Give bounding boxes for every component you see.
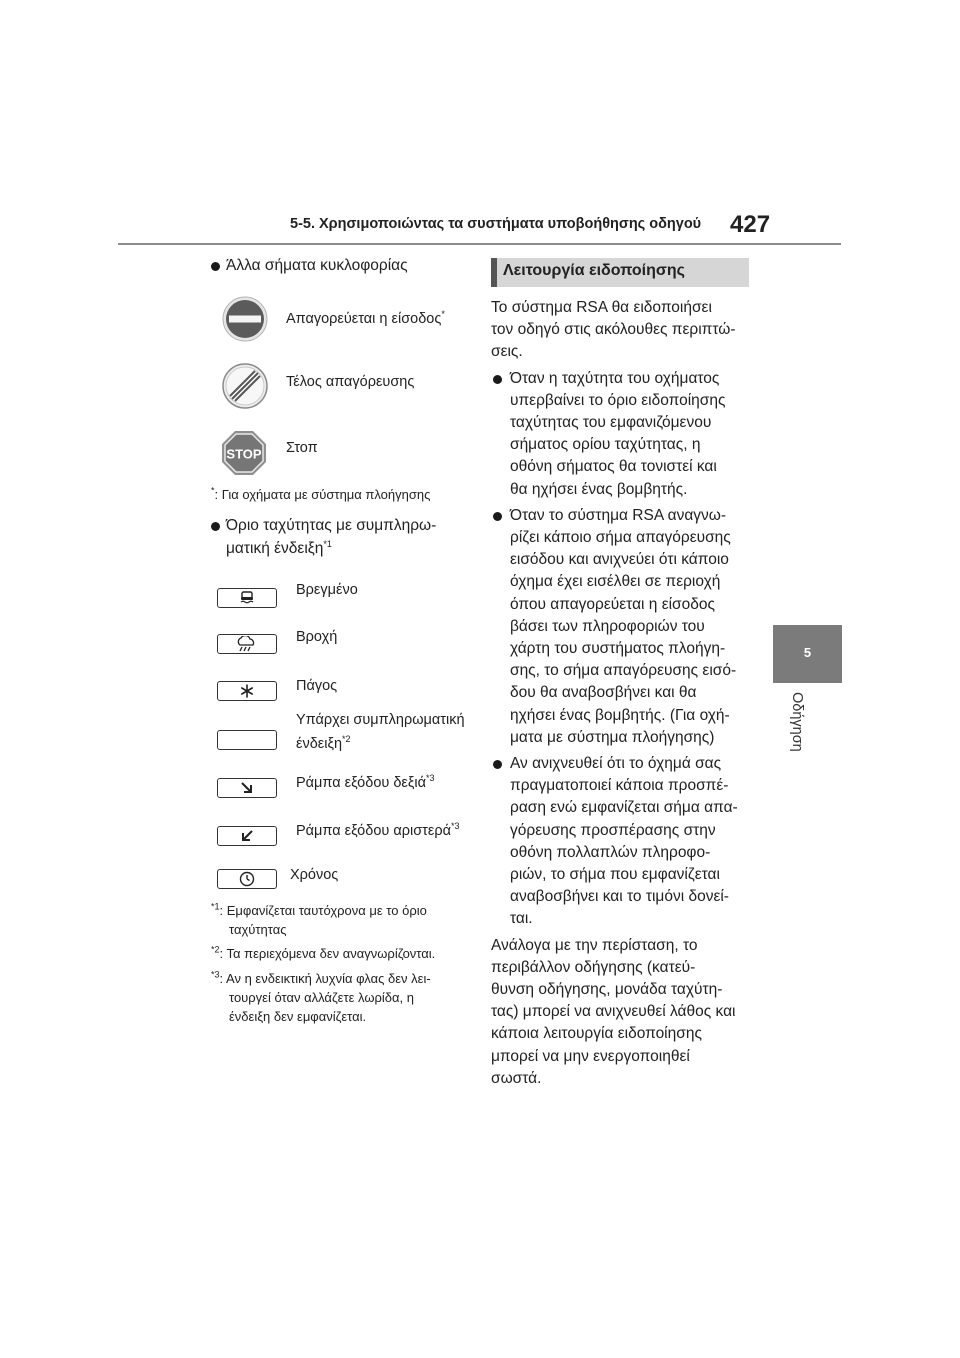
sign-label-end-restriction: Τέλος απαγόρευσης bbox=[286, 374, 415, 390]
bullet bbox=[493, 512, 502, 521]
rain-panel bbox=[217, 634, 277, 654]
wet-road-icon bbox=[239, 591, 255, 605]
closing-line: σωστά. bbox=[491, 1069, 542, 1087]
closing-line: κάποια λειτουργία ειδοποίησης bbox=[491, 1025, 702, 1043]
panel-label-rain: Βροχή bbox=[296, 629, 338, 645]
footnote-3-line1: $^{*3}$: Αν η ενδεικτική λυχνία φλας δεν λει- bbox=[211, 969, 431, 986]
bullet-line: οθόνη πολλαπλών πληροφο- bbox=[510, 843, 711, 861]
bullet-line: Όταν η ταχύτητα του οχήματος bbox=[510, 369, 720, 387]
arrow-down-right-icon bbox=[239, 781, 255, 795]
footnote-3-line3: ένδειξη δεν εμφανίζεται. bbox=[229, 1009, 367, 1024]
no-entry-sign-icon bbox=[222, 296, 268, 342]
bullet-line: σης, το σήμα απαγόρευσης εισό- bbox=[510, 662, 737, 680]
bullet bbox=[211, 522, 220, 531]
panel-label-exit-right: Ράμπα εξόδου δεξιά$^{*3}$ bbox=[296, 773, 435, 791]
wet-road-panel bbox=[217, 588, 277, 608]
panel-label-wet: Βρεγμένο bbox=[296, 582, 358, 598]
end-of-restriction-sign-icon bbox=[222, 363, 268, 409]
other-signs-heading: Άλλα σήματα κυκλοφορίας bbox=[226, 257, 408, 274]
bullet-line: βάσει των πληροφοριών του bbox=[510, 617, 705, 635]
bullet-line: Αν ανιχνευθεί ότι το όχημά σας bbox=[510, 755, 722, 772]
header-rule bbox=[118, 243, 841, 245]
closing-line: τας) μπορεί να ανιχνευθεί λάθος και bbox=[491, 1003, 736, 1021]
intro-line: σεις. bbox=[491, 343, 523, 361]
exit-right-panel bbox=[217, 778, 277, 798]
bullet bbox=[493, 375, 502, 384]
speed-heading-line1: Όριο ταχύτητας με συμπληρω- bbox=[226, 517, 437, 534]
section-header-bar bbox=[491, 258, 497, 287]
closing-line: περιβάλλον οδήγησης (κατεύ- bbox=[491, 958, 696, 976]
bullet-line: εισόδου και ανιχνεύει ότι κάποιο bbox=[510, 551, 729, 569]
speed-heading-line2: ματική ένδειξη$^{*1}$ bbox=[226, 538, 332, 557]
bullet-line: ρίζει κάποιο σήμα απαγόρευσης bbox=[510, 529, 731, 546]
chapter-tab-label: Οδήγηση bbox=[789, 692, 805, 752]
panel-label-supplementary-line2: ένδειξη$^{*2}$ bbox=[296, 734, 351, 752]
footnote-1-line2: ταχύτητας bbox=[229, 922, 287, 937]
clock-icon bbox=[239, 871, 255, 887]
panel-label-supplementary-line1: Υπάρχει συμπληρωματική bbox=[296, 712, 465, 728]
time-panel bbox=[217, 869, 277, 889]
closing-line: Ανάλογα με την περίσταση, το bbox=[491, 936, 698, 954]
closing-line: μπορεί να μην ενεργοποιηθεί bbox=[491, 1047, 690, 1065]
bullet-line: Όταν το σύστημα RSA αναγνω- bbox=[510, 506, 727, 524]
bullet-line: αναβοσβήνει και το τιμόνι δονεί- bbox=[510, 888, 729, 906]
bullet-line: πραγματοποιεί κάποια προσπέ- bbox=[510, 777, 729, 795]
bullet-line: ηχήσει ένας βομβητής. (Για οχή- bbox=[510, 706, 730, 724]
bullet bbox=[211, 262, 220, 271]
sign-footnote: *: Για οχήματα με σύστημα πλοήγησης bbox=[211, 485, 431, 502]
chapter-title: 5-5. Χρησιμοποιώντας τα συστήματα υποβοήθησης οδηγού bbox=[290, 216, 702, 232]
bullet-line: ματα με σύστημα πλοήγησης) bbox=[510, 728, 715, 746]
blank-panel bbox=[217, 730, 277, 750]
bullet-line: γόρευσης προσπέρασης στην bbox=[510, 821, 716, 839]
bullet-line: δου θα αναβοσβήνει και θα bbox=[510, 684, 697, 702]
snowflake-icon bbox=[240, 684, 254, 698]
svg-text:STOP: STOP bbox=[226, 446, 262, 462]
bullet bbox=[493, 760, 502, 769]
intro-line: Το σύστημα RSA θα ειδοποιήσει bbox=[491, 299, 712, 316]
sign-label-stop: Στοπ bbox=[286, 440, 318, 456]
bullet-line: όχημα έχει εισέλθει σε περιοχή bbox=[510, 573, 721, 591]
panel-label-time: Χρόνος bbox=[290, 867, 339, 883]
sign-label-no-entry: Απαγορεύεται η είσοδος* bbox=[286, 309, 445, 327]
chapter-tab-label-wrap bbox=[783, 692, 813, 772]
bullet-line: ραση ενώ εμφανίζεται σήμα απα- bbox=[510, 799, 738, 817]
ice-panel bbox=[217, 681, 277, 701]
page-number: 427 bbox=[730, 211, 771, 238]
footnote-3-line2: τουργεί όταν αλλάζετε λωρίδα, η bbox=[229, 990, 414, 1005]
footnote-1-line1: $^{*1}$: Εμφανίζεται ταυτόχρονα με το όριο bbox=[211, 901, 427, 918]
panel-label-ice: Πάγος bbox=[296, 678, 338, 694]
stop-sign-icon bbox=[221, 430, 267, 476]
exit-left-panel bbox=[217, 826, 277, 846]
bullet-line: ριών, το σήμα που εμφανίζεται bbox=[510, 866, 720, 883]
bullet-line: υπερβαίνει το όριο ειδοποίησης bbox=[510, 391, 726, 409]
bullet-line: όπου απαγορεύεται η είσοδος bbox=[510, 595, 715, 613]
bullet-line: χάρτη του συστήματος πλοήγη- bbox=[510, 640, 726, 657]
intro-line: τον οδηγό στις ακόλουθες περιπτώ- bbox=[491, 321, 736, 339]
panel-label-exit-left: Ράμπα εξόδου αριστερά$^{*3}$ bbox=[296, 821, 460, 839]
arrow-down-left-icon bbox=[239, 829, 255, 843]
section-title: Λειτουργία ειδοποίησης bbox=[503, 262, 685, 279]
bullet-line: ταχύτητας του εμφανιζόμενου bbox=[510, 414, 712, 431]
bullet-line: οθόνη σήματος θα τονιστεί και bbox=[510, 458, 717, 476]
footnote-2-line1: $^{*2}$: Τα περιεχόμενα δεν αναγνωρίζονται. bbox=[211, 944, 436, 961]
bullet-line: ται. bbox=[510, 910, 533, 928]
bullet-line: θα ηχήσει ένας βομβητής. bbox=[510, 480, 688, 498]
closing-line: θυνση οδήγησης, μονάδα ταχύτη- bbox=[491, 981, 723, 998]
bullet-line: σήματος ορίου ταχύτητας, η bbox=[510, 436, 701, 454]
rain-icon bbox=[234, 636, 260, 652]
chapter-tab-number: 5 bbox=[803, 645, 812, 660]
